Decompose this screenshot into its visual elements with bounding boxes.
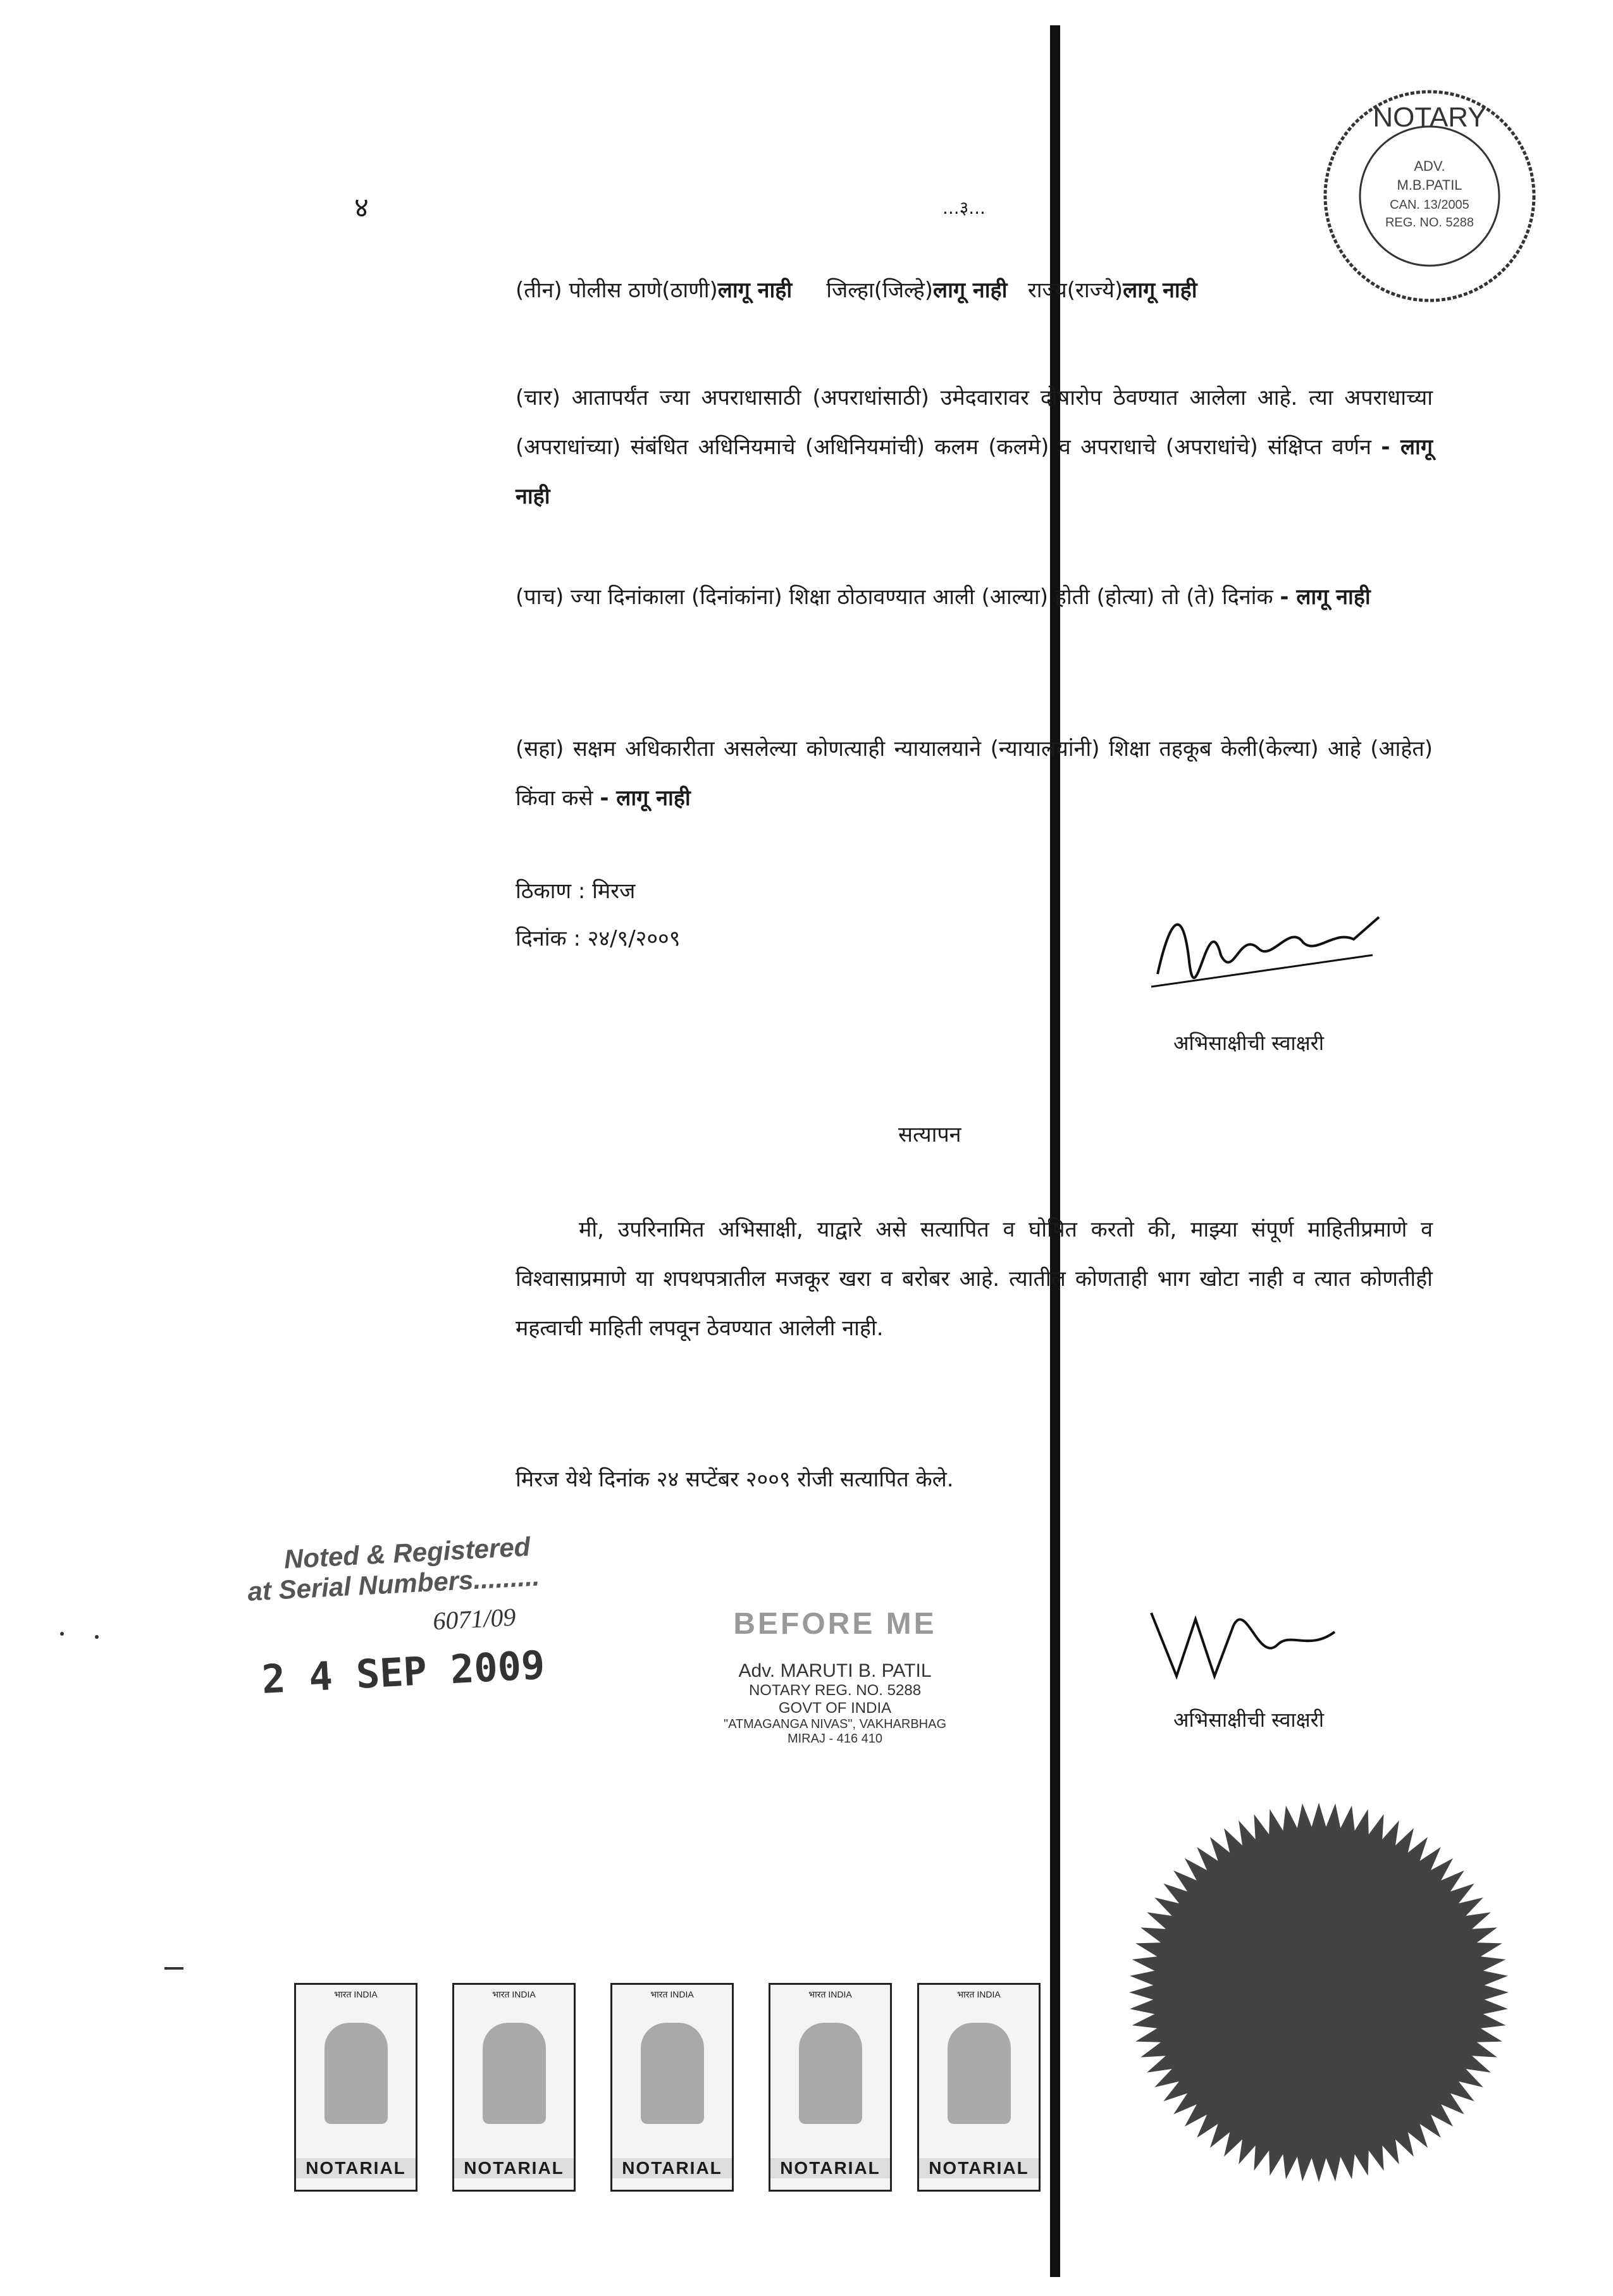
notary-stamp	[658, 1607, 1012, 1765]
registration-line-2: at Serial Numbers.........	[247, 1561, 541, 1607]
seal-inner-2: M.B.PATIL	[1397, 177, 1462, 193]
revenue-stamp-1: भारत INDIA NOTARIAL	[294, 1983, 417, 2192]
signature-2-image	[1139, 1588, 1341, 1689]
margin-mark: ४	[354, 192, 369, 224]
verification-paragraph: मी, उपरिनामित अभिसाक्षी, याद्वारे असे सत्यापित व घोषित करतो की, माझ्या संपूर्ण माहितीप्रमाणे व विश्वासाप्रमाणे या शपथपत्रातील मजकूर खरा व बरोबर आहे. त्यातील कोणताही भाग खोटा नाही व त्यात कोणतीही महत्वाची माहिती लपवून ठेवण्यात आलेली नाही.	[516, 1217, 1433, 1341]
notary-city: MIRAJ - 416 410	[787, 1732, 883, 1746]
seal-top-text: NOTARY	[1373, 102, 1486, 133]
paragraph-four: (चार) आतापर्यंत ज्या अपराधासाठी (अपराधांसाठी) उमेदवारावर दोषारोप ठेवण्यात आलेला आहे. त्या अपराधाच्या (अपराधांच्या) संबंधित अधिनियमाचे (अधिनियमांची) कलम (कलमे) व अपराधाचे (अपराधांचे) संक्षिप्त वर्णन - लागू नाही	[516, 385, 1433, 509]
paragraph-six: (सहा) सक्षम अधिकारीता असलेल्या कोणत्याही न्यायालयाने (न्यायालयांनी) शिक्षा तहकूब केली(केल्या) आहे (आहेत) किंवा कसे - लागू नाही	[516, 736, 1433, 811]
embossed-starburst-seal	[1116, 1790, 1521, 2195]
verification-title: सत्यापन	[898, 1122, 961, 1147]
notary-reg: NOTARY REG. NO. 5288	[748, 1682, 922, 1699]
scan-dot	[95, 1635, 99, 1639]
scan-mark	[164, 1967, 183, 1970]
paragraph-five: (पाच) ज्या दिनांकाला (दिनांकांना) शिक्षा ठोठावण्यात आली (आल्या) होती (होत्या) तो (ते) दिनांक - लागू नाही	[516, 584, 1371, 610]
line-police-station: (तीन) पोलीस ठाणे(ठाणी)लागू नाही जिल्हा(जिल्हे)लागू नाही राज्य(राज्ये)लागू नाही	[516, 278, 1197, 303]
notary-govt: GOVT OF INDIA	[778, 1700, 892, 1717]
registration-date: 2 4 SEP 2009	[260, 1641, 547, 1703]
notary-before-me: BEFORE ME	[733, 1607, 937, 1641]
page-number: ...३...	[942, 197, 986, 218]
notary-name: Adv. MARUTI B. PATIL	[738, 1660, 932, 1681]
scan-artifact-line	[1050, 25, 1060, 2277]
signature-label-1: अभिसाक्षीची स्वाक्षरी	[1173, 1031, 1325, 1055]
seal-inner-4: REG. NO. 5288	[1385, 216, 1474, 230]
signature-1-image	[1145, 879, 1385, 1006]
registration-line-1: Noted & Registered	[283, 1531, 531, 1574]
notary-address: "ATMAGANGA NIVAS", VAKHARBHAG	[723, 1717, 947, 1731]
verification-place-date: मिरज येथे दिनांक २४ सप्टेंबर २००९ रोजी सत्यापित केले.	[516, 1467, 954, 1492]
revenue-stamp-2: भारत INDIA NOTARIAL	[452, 1983, 576, 2192]
seal-inner-3: CAN. 13/2005	[1390, 198, 1469, 212]
revenue-stamp-3: भारत INDIA NOTARIAL	[610, 1983, 734, 2192]
notary-round-seal	[1316, 82, 1543, 310]
revenue-stamp-4: भारत INDIA NOTARIAL	[769, 1983, 892, 2192]
registration-serial: 6071/09	[432, 1602, 517, 1636]
date-line: दिनांक : २४/९/२००९	[516, 926, 681, 951]
revenue-stamp-5: भारत INDIA NOTARIAL	[917, 1983, 1041, 2192]
place-line: ठिकाण : मिरज	[516, 879, 636, 904]
registration-stamp	[245, 1528, 609, 1730]
seal-inner-1: ADV.	[1414, 158, 1445, 174]
signature-label-2: अभिसाक्षीची स्वाक्षरी	[1173, 1708, 1325, 1732]
scan-dot	[60, 1632, 64, 1636]
